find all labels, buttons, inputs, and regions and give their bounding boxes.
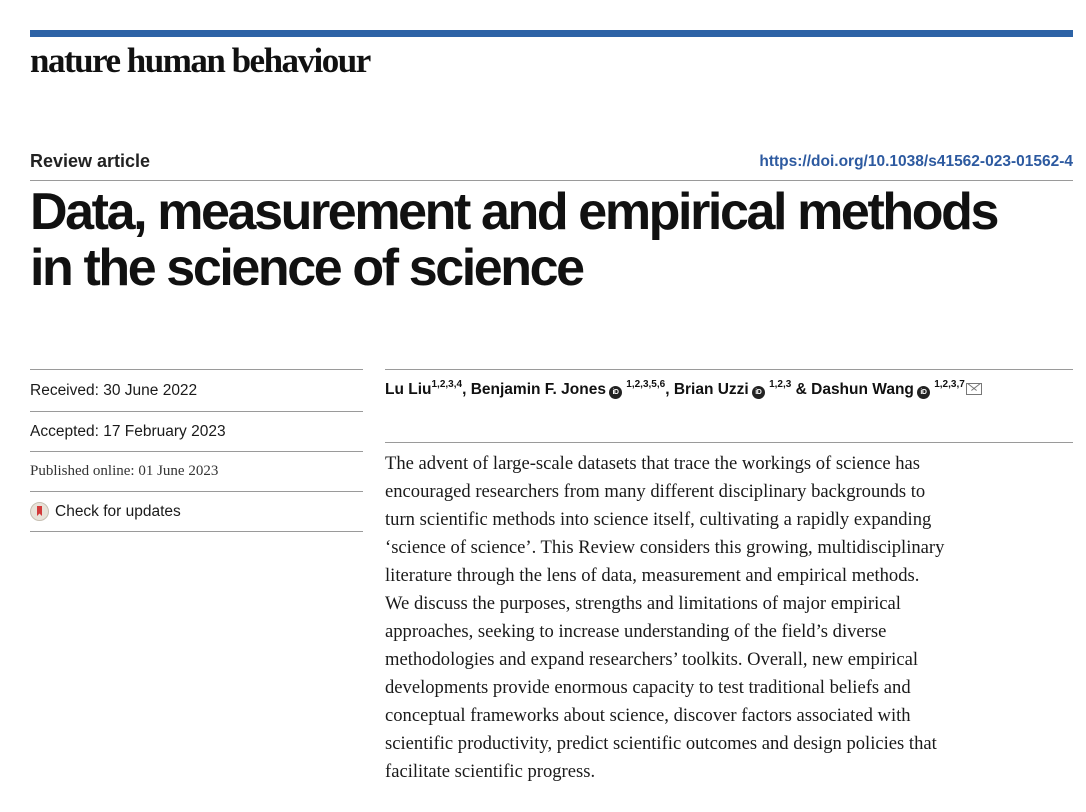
author-separator: , [665,381,674,398]
abstract-line: We discuss the purposes, strengths and limitations of major empirical [385,593,901,614]
abstract-line: facilitate scientific progress. [385,761,596,782]
author-affiliations[interactable]: 1,2,3,5,6 [626,379,666,390]
author-name[interactable]: Lu Liu [385,381,432,398]
author-name[interactable]: Brian Uzzi [673,381,749,398]
abstract-line: ‘science of science’. This Review considers this growing, multidisciplinary [385,537,945,558]
author-separator: , [462,381,471,398]
orcid-icon[interactable]: iD [752,386,765,399]
abstract-line: turn scientific methods into science itself, cultivating a rapidly expanding [385,509,932,530]
authors-bottom-divider [385,442,1073,443]
crossmark-icon [30,502,49,521]
abstract-line: developments provide enormous capacity to test traditional beliefs and [385,677,911,698]
check-for-updates-label: Check for updates [55,503,181,520]
abstract-line: approaches, seeking to increase understanding of the field’s diverse [385,621,887,642]
abstract-line: scientific productivity, predict scientific outcomes and design policies that [385,733,937,754]
title-line: in the science of science [30,239,583,297]
author-affiliations[interactable]: 1,2,3,7 [934,379,965,390]
journal-name: nature human behaviour [30,41,370,80]
abstract [385,450,1075,786]
orcid-icon[interactable]: iD [609,386,622,399]
article-type: Review article [30,151,151,171]
abstract-line: conceptual frameworks about science, discover factors associated with [385,705,911,726]
abstract-line: literature through the lens of data, measurement and empirical methods. [385,565,920,586]
author-separator: & [791,381,812,398]
header-divider [30,180,1073,181]
received-date: Received: 30 June 2022 [30,369,363,412]
article-dates [30,369,363,532]
journal-top-bar [30,30,1073,37]
email-icon[interactable] [966,383,982,395]
abstract-line: encouraged researchers from many different disciplinary backgrounds to [385,481,926,502]
doi-link[interactable]: https://doi.org/10.1038/s41562-023-01562-4 [759,153,1073,170]
published-date: Published online: 01 June 2023 [30,452,363,492]
article-title [30,184,1080,296]
author-affiliations[interactable]: 1,2,3 [769,379,792,390]
author-affiliations[interactable]: 1,2,3,4 [431,379,463,390]
author-name[interactable]: Benjamin F. Jones [470,381,606,398]
orcid-icon[interactable]: iD [917,386,930,399]
abstract-line: The advent of large-scale datasets that trace the workings of science has [385,453,921,474]
author-list [385,375,1085,405]
accepted-date: Accepted: 17 February 2023 [30,412,363,452]
author-name[interactable]: Dashun Wang [811,381,914,398]
check-for-updates-button[interactable] [30,492,363,532]
abstract-line: methodologies and expand researchers’ toolkits. Overall, new empirical [385,649,919,670]
title-line: Data, measurement and empirical methods [30,183,997,241]
authors-top-divider [385,369,1073,370]
